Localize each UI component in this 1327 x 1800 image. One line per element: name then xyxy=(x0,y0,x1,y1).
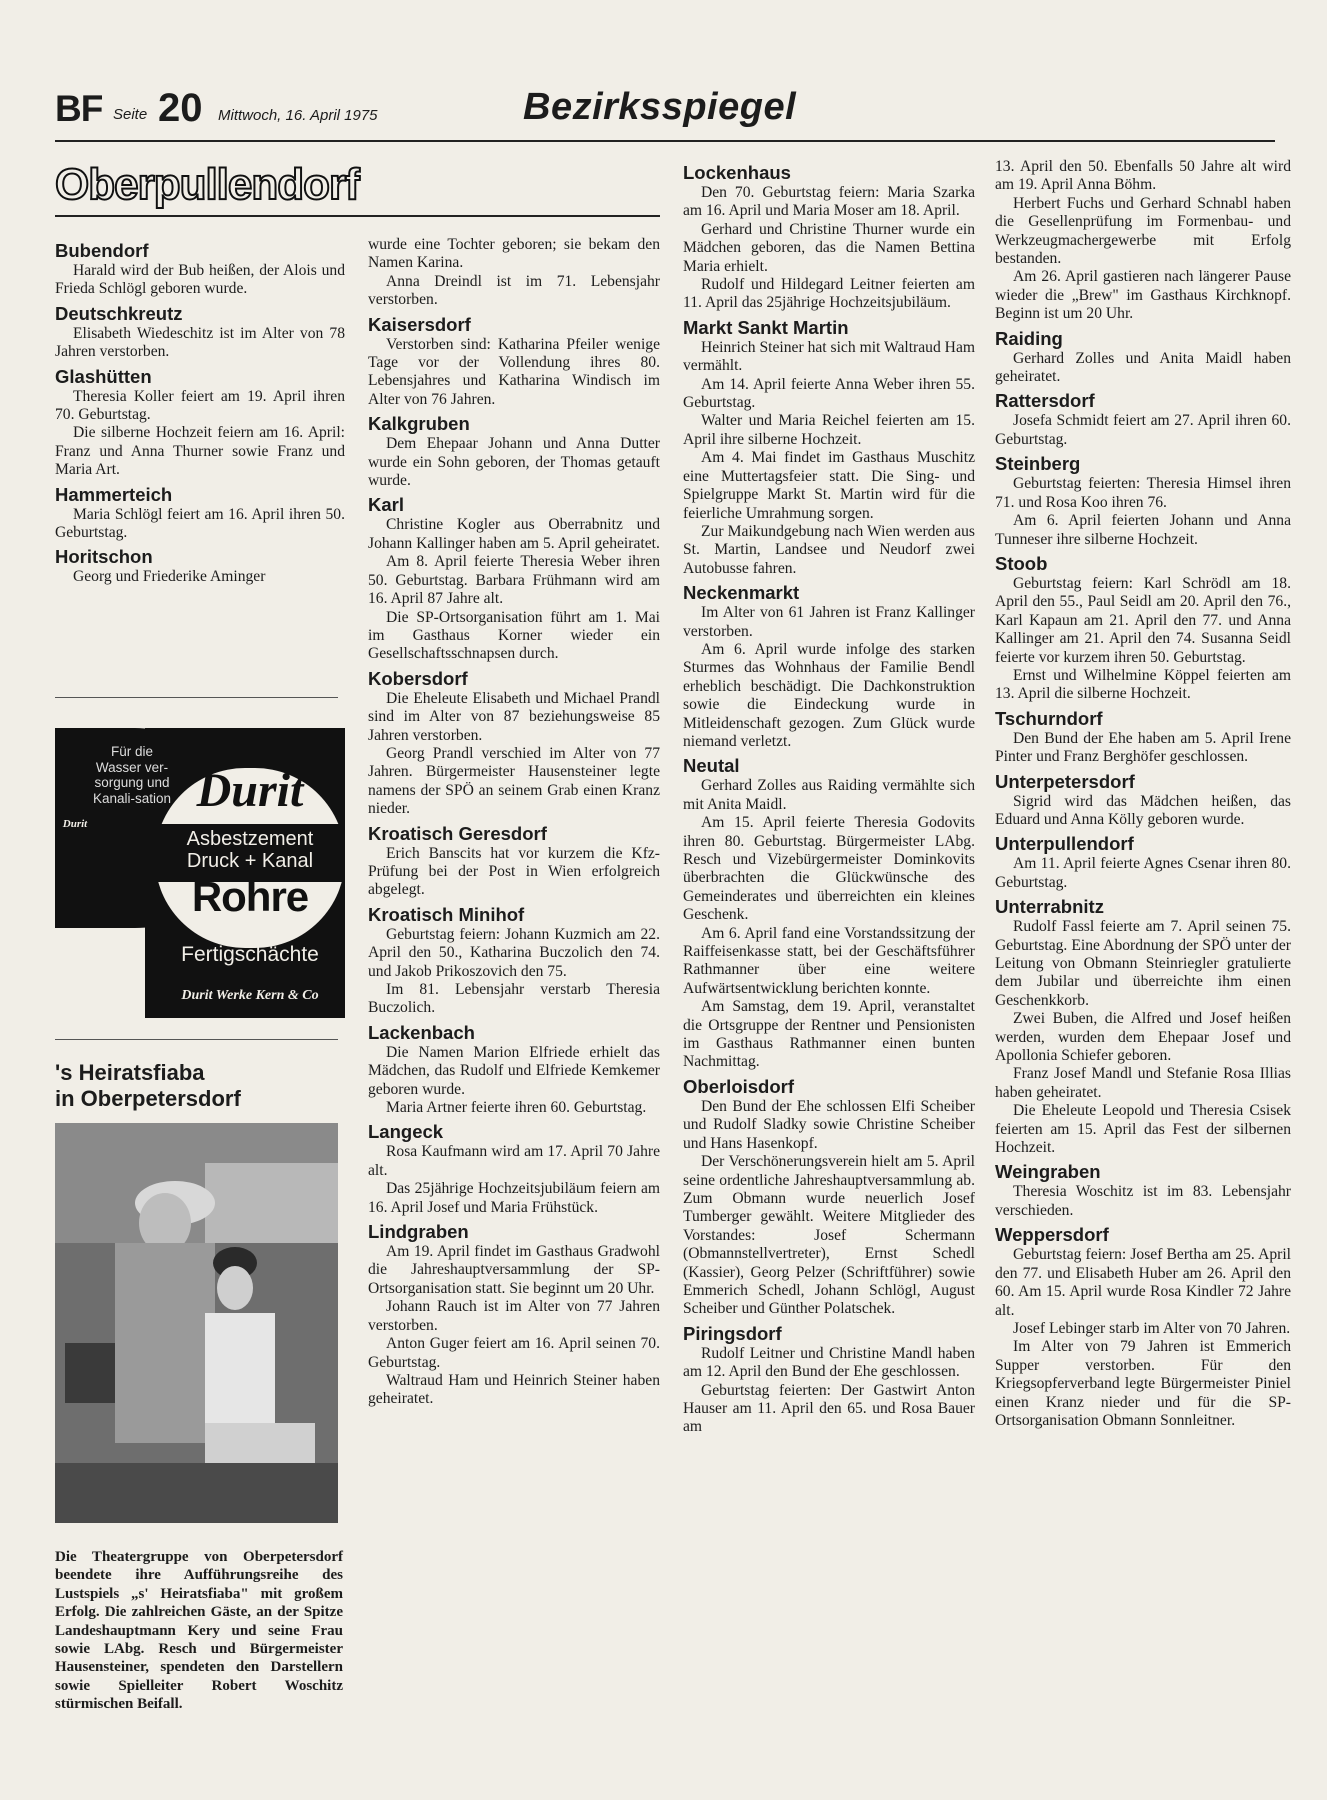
article xyxy=(995,832,1291,892)
article-paragraph: Franz Josef Mandl und Stefanie Rosa Illias haben geheiratet. xyxy=(995,1065,1291,1101)
article-heading: Unterrabnitz xyxy=(995,896,1104,918)
article-paragraph: Der Verschönerungsverein hielt am 5. April seine ordentliche Jahreshauptversammlung ab. Zum Obmann wurde neuerlich Josef Tumberger gewählt. Weitere Mitglieder des Vorstandes: Josef Schermann (Obmannstellvertreter), Ernst Schedl (Kassier), Georg Pelzer (Schriftführer) sowie Emmerich Schedl, Johann Schlögl, August Scheiber und Günther Polatschek. xyxy=(683,1153,975,1318)
article xyxy=(55,365,345,480)
photo-headline-line-2: in Oberpetersdorf xyxy=(55,1086,241,1111)
article-paragraph: Maria Schlögl feiert am 16. April ihren 50. Geburtstag. xyxy=(55,505,345,542)
article-paragraph: Josef Lebinger starb im Alter von 70 Jahren. xyxy=(1013,1319,1291,1337)
article xyxy=(995,389,1291,449)
article-paragraph: Sigrid wird das Mädchen heißen, das Eduard und Anna Kölly geboren wurde. xyxy=(995,792,1291,828)
article xyxy=(368,667,660,819)
article-heading: Weppersdorf xyxy=(995,1224,1109,1246)
article-heading: Unterpetersdorf xyxy=(995,770,1135,792)
ad-headline xyxy=(155,828,345,872)
theater-photo xyxy=(55,1123,338,1523)
article-paragraph: Geburtstag feiern: Karl Schrödl am 18. April den 55., Paul Seidl am 20. April den 76., Karl Kapaun am 21. April den 77. und Anna Kallinger am 21. April den 74. Susanna Seidl feierte vor kurzem ihren 50. Geburtstag. xyxy=(995,574,1291,666)
article xyxy=(995,552,1291,704)
article-heading: Piringsdorf xyxy=(683,1322,782,1344)
article-paragraph: Im Alter von 61 Jahren ist Franz Kallinger verstorben. xyxy=(683,604,975,640)
article-paragraph: Georg Prandl verschied im Alter von 77 Jahren. Bürgermeister Hausensteiner legte namens der SPÖ an seinem Grab einen Kranz nieder. xyxy=(368,744,660,818)
article xyxy=(368,412,660,490)
article-paragraph: Am 19. April findet im Gasthaus Gradwohl die Jahreshauptversammlung der SP-Ortsorganisation statt. Sie beginnt um 20 Uhr. xyxy=(368,1243,660,1297)
photo-headline xyxy=(55,1060,241,1112)
article-paragraph: Harald wird der Bub heißen, der Alois und Frieda Schlögl geboren wurde. xyxy=(55,262,345,298)
article-heading: Deutschkreutz xyxy=(55,302,183,324)
article xyxy=(368,822,660,900)
article-paragraph: Verstorben sind: Katharina Pfeiler wenige Tage vor der Vollendung ihres 80. Lebensjahres und Katharina Windisch im Alter von 76 Jahren. xyxy=(368,335,660,408)
article xyxy=(683,581,975,751)
article-paragraph: Am 6. April fand eine Vorstandssitzung der Raiffeisenkasse statt, bei der Geschäftsführer Rathmanner über eine weitere Aufwärtsentwicklung berichten konnte. xyxy=(683,924,975,997)
article-heading: Lockenhaus xyxy=(683,162,791,183)
article-paragraph: Rudolf und Hildegard Leitner feierten am 11. April das 25jährige Hochzeitsjubiläum. xyxy=(683,276,975,312)
article-heading: Lackenbach xyxy=(368,1021,475,1043)
article-heading: Hammerteich xyxy=(55,483,173,505)
article-paragraph: Theresia Woschitz ist im 83. Lebensjahr verschieden. xyxy=(995,1183,1291,1219)
article xyxy=(683,1075,975,1319)
article-paragraph: Ernst und Wilhelmine Köppel feierten am 13. April die silberne Hochzeit. xyxy=(995,666,1291,703)
article-paragraph: Georg und Friederike Aminger xyxy=(73,568,266,586)
article xyxy=(55,302,345,362)
article-paragraph: Am Samstag, dem 19. April, veranstaltet die Ortsgruppe der Rentner und Pensionisten im Gasthaus Rathmanner einen bunten Nachmittag. xyxy=(683,998,975,1071)
article-heading: Steinberg xyxy=(995,453,1081,475)
article-paragraph: Rudolf Leitner und Christine Mandl haben am 12. April den Bund der Ehe geschlossen. xyxy=(683,1344,975,1381)
article-paragraph: Zur Maikundgebung nach Wien werden aus St. Martin, Landsee und Neudorf zwei Autobusse fahren. xyxy=(683,522,975,577)
article-heading: Neckenmarkt xyxy=(683,582,800,604)
photo-headline-line-1: 's Heiratsfiaba xyxy=(55,1060,205,1085)
ad-fertigschaechte: Fertigschächte xyxy=(181,943,319,966)
article-heading: Markt Sankt Martin xyxy=(683,316,849,338)
column-2 xyxy=(368,236,660,1410)
ad-logo: Durit xyxy=(196,764,304,817)
article-paragraph: Rosa Kaufmann wird am 17. April 70 Jahre alt. xyxy=(368,1143,660,1179)
article xyxy=(683,316,975,578)
ad-mark-logo: Durit xyxy=(62,818,88,830)
section-title: Bezirksspiegel xyxy=(523,86,797,128)
article-paragraph: Geburtstag feiern: Johann Kuzmich am 22. April den 50., Katharina Buczolich den 74. und Jakob Prikoszovich den 75. xyxy=(368,925,660,980)
article-paragraph: Am 8. April feierte Theresia Weber ihren 50. Geburtstag. Barbara Frühmann wird am 16. April 87 Jahre alt. xyxy=(368,553,660,608)
divider xyxy=(55,1039,338,1040)
column-2-articles xyxy=(368,313,660,1409)
article-paragraph: Gerhard Zolles aus Raiding vermählte sich mit Anita Maidl. xyxy=(683,777,975,813)
article-heading: Kobersdorf xyxy=(368,667,468,689)
article-heading: Glashütten xyxy=(55,365,152,387)
article xyxy=(683,1322,975,1437)
article-paragraph: Am 14. April feierte Anna Weber ihren 55. Geburtstag. xyxy=(683,375,975,412)
article xyxy=(995,770,1291,830)
column-2-lead-2: Anna Dreindl ist im 71. Lebensjahr verstorben. xyxy=(368,272,660,309)
article-paragraph: Geburtstag feierten: Der Gastwirt Anton Hauser am 11. April den 65. und Rosa Bauer am xyxy=(683,1381,975,1436)
column-4-articles xyxy=(995,327,1291,1431)
article xyxy=(995,327,1291,387)
article-paragraph: Elisabeth Wiedeschitz ist im Alter von 78 Jahren verstorben. xyxy=(55,324,345,361)
column-2-lead: wurde eine Tochter geboren; sie bekam den Namen Karina. xyxy=(368,236,660,272)
article-paragraph: Geburtstag feierten: Theresia Himsel ihren 71. und Rosa Koo ihren 76. xyxy=(995,475,1291,511)
article xyxy=(55,483,345,543)
article-heading: Oberloisdorf xyxy=(683,1075,795,1097)
column-3 xyxy=(683,158,975,1438)
article xyxy=(368,1120,660,1217)
ad-rohre: Rohre xyxy=(191,873,309,920)
article-paragraph: Heinrich Steiner hat sich mit Waltraud Ham vermählt. xyxy=(683,338,975,375)
article-paragraph: Zwei Buben, die Alfred und Josef heißen werden, wurden dem Ehepaar Josef und Apollonia Schiefer geboren. xyxy=(995,1010,1291,1065)
article-paragraph: Erich Banscits hat vor kurzem die Kfz-Prüfung bei der Post in Wien erfolgreich abgelegt. xyxy=(368,844,660,899)
article xyxy=(55,545,345,586)
article-heading: Kroatisch Geresdorf xyxy=(368,822,547,844)
region-title: Oberpullendorf xyxy=(55,160,359,209)
article-paragraph: Die SP-Ortsorganisation führt am 1. Mai im Gasthaus Korner wieder ein Gesellschaftsschnapsen durch. xyxy=(368,608,660,663)
article-heading: Raiding xyxy=(995,327,1063,349)
article-paragraph: Den Bund der Ehe schlossen Elfi Scheiber und Rudolf Sladky sowie Christine Scheiber und Hans Hasenkopf. xyxy=(683,1097,975,1152)
page-number: 20 xyxy=(158,86,203,130)
article-paragraph: Josefa Schmidt feiert am 27. April ihren 60. Geburtstag. xyxy=(995,412,1291,448)
article-heading: Karl xyxy=(368,494,404,516)
article xyxy=(368,1220,660,1409)
article-paragraph: Anton Guger feiert am 16. April seinen 70. Geburtstag. xyxy=(368,1335,660,1371)
masthead xyxy=(55,86,1275,132)
column-4-lead-3: Am 26. April gastieren nach längerer Pause wieder die „Brew" im Gasthaus Kirchknopf. Beginn ist um 20 Uhr. xyxy=(995,268,1291,323)
article-paragraph: Geburtstag feiern: Josef Bertha am 25. April den 77. und Elisabeth Huber am 26. April den 60. Am 15. April wurde Rosa Kindler 72 Jahre alt. xyxy=(995,1246,1291,1319)
article-paragraph: Walter und Maria Reichel feierten am 15. April ihre silberne Hochzeit. xyxy=(683,412,975,448)
ad-footer: Durit Werke Kern & Co xyxy=(181,988,319,1003)
article-heading: Langeck xyxy=(368,1121,444,1143)
article-paragraph: Am 15. April feierte Theresia Godovits ihren 80. Geburtstag. Bürgermeister LAbg. Resch und Vizebürgermeister Dominkovits überbrachten die Glückwünsche des Gemeinderates und überreichten ein kleines Geschenk. xyxy=(683,814,975,924)
article-paragraph: Im Alter von 79 Jahren ist Emmerich Supper verstorben. Für den Kriegsopferverband legte Bürgermeister Piniel einen Kranz nieder und für die SP-Ortsorganisation Obmann Sonnleitner. xyxy=(995,1338,1291,1429)
article-heading: Weingraben xyxy=(995,1161,1101,1183)
article-paragraph: Am 4. Mai findet im Gasthaus Muschitz eine Muttertagsfeier statt. Die Sing- und Spielgruppe Markt St. Martin wird für die feierliche Umrahmung sorgen. xyxy=(683,449,975,522)
article-heading: Rattersdorf xyxy=(995,390,1095,412)
article-paragraph: Johann Rauch ist im Alter von 77 Jahren verstorben. xyxy=(368,1298,660,1334)
article-paragraph: Im 81. Lebensjahr verstarb Theresia Buczolich. xyxy=(368,981,660,1017)
column-4-lead: 13. April den 50. Ebenfalls 50 Jahre alt wird am 19. April Anna Böhm. xyxy=(995,158,1291,194)
ad-line-1: Asbestzement xyxy=(186,828,314,850)
article-heading: Lindgraben xyxy=(368,1221,469,1243)
article-paragraph: Am 11. April feierte Agnes Csenar ihren 80. Geburtstag. xyxy=(995,855,1291,891)
article xyxy=(995,895,1291,1157)
article-paragraph: Rudolf Fassl feierte am 7. April seinen 75. Geburtstag. Eine Abordnung der SPÖ unter der Leitung von Obmann Steinriegler gratulierte dem Jubilar und überreichte ihm einen Geschenkkorb. xyxy=(995,918,1291,1009)
article-paragraph: Die Eheleute Leopold und Theresia Csisek feierten am 15. April das Fest der silbernen Hochzeit. xyxy=(995,1102,1291,1157)
article-paragraph: Die Namen Marion Elfriede erhielt das Mädchen, das Rudolf und Elfriede Kemkemer geboren wurde. xyxy=(368,1043,660,1098)
article-paragraph: Gerhard Zolles und Anita Maidl haben geheiratet. xyxy=(995,349,1291,386)
article xyxy=(368,1021,660,1118)
column-1 xyxy=(55,236,345,588)
article-paragraph: Am 6. April wurde infolge des starken Sturmes das Wohnhaus der Familie Bendl erheblich beschädigt. Die Dachkonstruktion sowie die Eindeckung wurde in Mitleidenschaft gezogen. Zum Glück wurde niemand verletzt. xyxy=(683,640,975,750)
article-heading: Unterpullendorf xyxy=(995,833,1134,855)
article-heading: Bubendorf xyxy=(55,240,149,261)
article-heading: Horitschon xyxy=(55,546,153,568)
region-rule xyxy=(55,215,660,217)
article-paragraph: Das 25jährige Hochzeitsjubiläum feiern am 16. April Josef und Maria Frühstück. xyxy=(368,1180,660,1216)
divider xyxy=(55,697,338,698)
article xyxy=(368,493,660,663)
article-paragraph: Am 6. April feierten Johann und Anna Tunneser ihre silberne Hochzeit. xyxy=(995,512,1291,548)
issue-date: Mittwoch, 16. April 1975 xyxy=(218,107,378,124)
article-paragraph: Den Bund der Ehe haben am 5. April Irene Pinter und Franz Berghöfer geschlossen. xyxy=(995,729,1291,766)
photo-caption: Die Theatergruppe von Oberpetersdorf beendete ihre Aufführungsreihe des Lustspiels „s' Heiratsfiaba" mit großem Erfolg. Die zahlreichen Gäste, an der Spitze Landeshauptmann Kery und seine Frau sowie LAbg. Resch und Bürgermeister Hausensteiner, spendeten den Darstellern sowie Spielleiter Robert Woschitz stürmischen Beifall. xyxy=(55,1549,343,1713)
article-paragraph: Christine Kogler aus Oberrabnitz und Johann Kallinger haben am 5. April geheiratet. xyxy=(368,516,660,552)
article xyxy=(995,707,1291,767)
page-label: Seite xyxy=(113,106,148,123)
article-paragraph: Gerhard und Christine Thurner wurde ein Mädchen geboren, das die Namen Bettina Maria erhielt. xyxy=(683,220,975,275)
ad-side-text: Für die Wasser ver-sorgung und Kanali-sation xyxy=(92,744,172,806)
article-heading: Kroatisch Minihof xyxy=(368,903,525,925)
article xyxy=(368,903,660,1018)
article-heading: Kaisersdorf xyxy=(368,313,471,335)
article-paragraph: Maria Artner feierte ihren 60. Geburtstag. xyxy=(386,1099,647,1117)
article xyxy=(995,1160,1291,1220)
column-4-lead-2: Herbert Fuchs und Gerhard Schnabl haben die Gesellenprüfung im Formenbau- und Werkzeugmachergewerbe mit Erfolg bestanden. xyxy=(995,194,1291,268)
article-paragraph: Den 70. Geburtstag feiern: Maria Szarka am 16. April und Maria Moser am 18. April. xyxy=(683,184,975,220)
article xyxy=(995,452,1291,549)
header-rule xyxy=(55,140,1275,142)
ad-line-2: Druck + Kanal xyxy=(186,850,314,872)
article xyxy=(995,1223,1291,1430)
article xyxy=(683,754,975,1072)
column-4 xyxy=(995,158,1291,1431)
theater-photo-image xyxy=(55,1123,338,1523)
article-heading: Kalkgruben xyxy=(368,413,470,435)
article-paragraph: Waltraud Ham und Heinrich Steiner haben geheiratet. xyxy=(368,1371,660,1408)
article-heading: Tschurndorf xyxy=(995,707,1103,729)
article xyxy=(55,239,345,299)
brand-logo: BF xyxy=(55,88,103,129)
article-paragraph: Die silberne Hochzeit feiern am 16. April: Franz und Anna Thurner sowie Franz und Maria Art. xyxy=(55,424,345,479)
article-paragraph: Die Eheleute Elisabeth und Michael Prandl sind im Alter von 87 beziehungsweise 85 Jahren verstorben. xyxy=(368,689,660,744)
article-heading: Stoob xyxy=(995,552,1048,574)
article xyxy=(368,313,660,410)
article-paragraph: Theresia Koller feiert am 19. April ihren 70. Geburtstag. xyxy=(55,387,345,424)
durit-advertisement[interactable] xyxy=(55,728,345,1018)
article-heading: Neutal xyxy=(683,755,740,777)
article xyxy=(683,161,975,313)
article-paragraph: Dem Ehepaar Johann und Anna Dutter wurde ein Sohn geboren, der Thomas getauft wurde. xyxy=(368,435,660,490)
